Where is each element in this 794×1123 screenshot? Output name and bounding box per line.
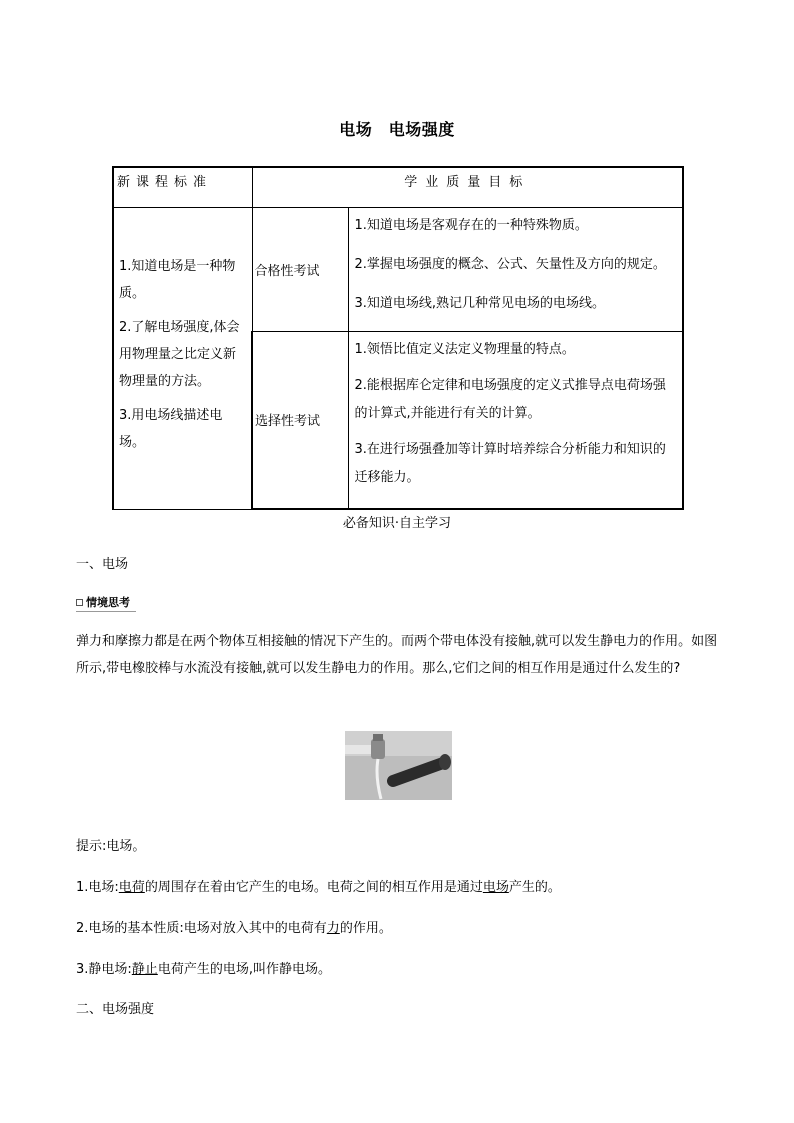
standard-item: 3.用电场线描述电场。 [119,408,223,450]
goal-item: 1.知道电场是客观存在的一种特殊物质。 [354,217,588,233]
standard-item: 1.知道电场是一种物质。 [119,259,236,301]
scenario-paragraph: 弹力和摩擦力都是在两个物体互相接触的情况下产生的。而两个带电体没有接触,就可以发生静电力的作用。如图所示,带电橡胶棒与水流没有接触,就可以发生静电力的作用。那么,它们之间的相互作用是通过什么发生的? [76,634,718,676]
heading-field-strength: 二、电场强度 [76,1002,155,1017]
goal-item: 1.领悟比值定义法定义物理量的特点。 [354,341,575,357]
header-curriculum-standard: 新课程标准 [113,167,252,207]
curriculum-table [112,166,684,510]
elective-exam-goals [348,331,683,509]
list-item: 2.电场的基本性质:电场对放入其中的电荷有力的作用。 [76,921,392,936]
section-header: 必备知识·自主学习 [342,516,452,531]
goal-item: 3.在进行场强叠加等计算时培养综合分析能力和知识的迁移能力。 [354,441,666,485]
scenario-tag [76,594,136,612]
hint-text: 提示:电场。 [76,839,146,854]
list-item: 3.静电场:静止电荷产生的电场,叫作静电场。 [76,962,331,977]
scenario-tag-label: 情境思考 [86,596,130,609]
water-rod-photo [345,731,452,800]
square-icon [76,599,83,606]
standards-cell [113,207,252,509]
row-label-elective-exam: 选择性考试 [252,331,348,509]
page-title: 电场 电场强度 [339,120,455,139]
heading-electric-field: 一、电场 [76,557,129,572]
header-quality-goals: 学业质量目标 [252,167,683,207]
basic-exam-goals [348,207,683,331]
goal-item: 2.掌握电场强度的概念、公式、矢量性及方向的规定。 [354,256,666,272]
list-item: 1.电场:电荷的周围存在着由它产生的电场。电荷之间的相互作用是通过电场产生的。 [76,880,561,895]
row-label-basic-exam: 合格性考试 [252,207,348,331]
goal-item: 2.能根据库仑定律和电场强度的定义式推导点电荷场强的计算式,并能进行有关的计算。 [354,377,666,421]
standard-item: 2.了解电场强度,体会用物理量之比定义新物理量的方法。 [119,320,240,389]
goal-item: 3.知道电场线,熟记几种常见电场的电场线。 [354,295,606,311]
